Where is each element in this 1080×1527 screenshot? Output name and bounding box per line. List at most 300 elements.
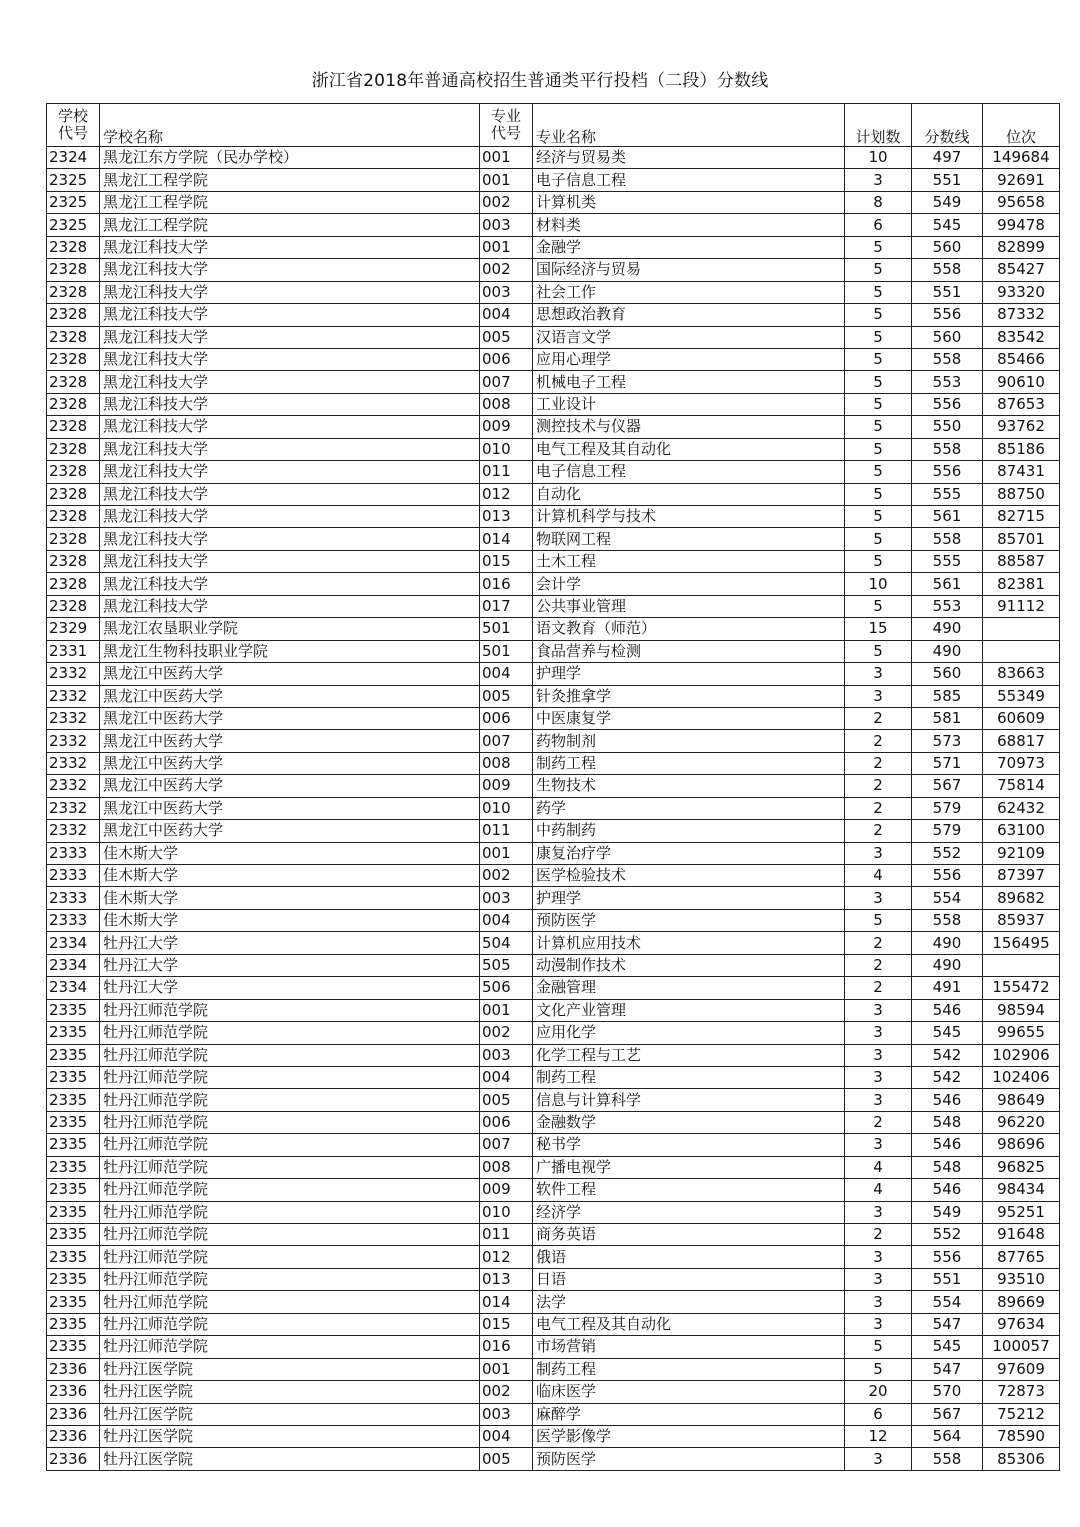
major-code-cell: 011 <box>480 820 533 842</box>
major-code-cell: 004 <box>480 909 533 931</box>
rank-cell <box>983 618 1060 640</box>
rank-cell: 155472 <box>983 977 1060 999</box>
table-row <box>47 1179 1060 1201</box>
major-code-cell: 501 <box>480 640 533 662</box>
table-row <box>47 1224 1060 1246</box>
score-cell: 553 <box>912 595 983 617</box>
plan-cell: 2 <box>845 752 912 774</box>
school-name-cell: 黑龙江科技大学 <box>100 461 480 483</box>
rank-cell: 88587 <box>983 550 1060 572</box>
plan-cell: 2 <box>845 730 912 752</box>
major-name-cell: 金融管理 <box>533 977 845 999</box>
rank-cell: 87332 <box>983 304 1060 326</box>
major-code-cell: 007 <box>480 371 533 393</box>
table-row <box>47 1089 1060 1111</box>
rank-cell: 85466 <box>983 348 1060 370</box>
major-name-cell: 机械电子工程 <box>533 371 845 393</box>
school-code-cell: 2328 <box>47 506 100 528</box>
rank-cell: 85427 <box>983 259 1060 281</box>
plan-cell: 5 <box>845 550 912 572</box>
major-code-cell: 002 <box>480 865 533 887</box>
major-code-cell: 010 <box>480 797 533 819</box>
plan-cell: 2 <box>845 707 912 729</box>
major-code-cell: 007 <box>480 1134 533 1156</box>
major-code-cell: 501 <box>480 618 533 640</box>
table-header-row <box>47 104 1060 147</box>
major-code-cell: 505 <box>480 954 533 976</box>
school-name-cell: 牡丹江师范学院 <box>100 1156 480 1178</box>
plan-cell: 10 <box>845 573 912 595</box>
school-code-cell: 2332 <box>47 707 100 729</box>
score-cell: 573 <box>912 730 983 752</box>
school-code-cell: 2328 <box>47 528 100 550</box>
school-code-cell: 2334 <box>47 932 100 954</box>
school-name-cell: 牡丹江师范学院 <box>100 1111 480 1133</box>
plan-cell: 3 <box>845 663 912 685</box>
major-name-cell: 电子信息工程 <box>533 169 845 191</box>
table-row <box>47 1022 1060 1044</box>
major-name-cell: 制药工程 <box>533 1066 845 1088</box>
school-name-cell: 黑龙江中医药大学 <box>100 730 480 752</box>
major-name-cell: 电气工程及其自动化 <box>533 1313 845 1335</box>
rank-cell: 99655 <box>983 1022 1060 1044</box>
score-cell: 549 <box>912 1201 983 1223</box>
table-row <box>47 461 1060 483</box>
score-cell: 561 <box>912 506 983 528</box>
major-name-cell: 预防医学 <box>533 1448 845 1470</box>
major-code-cell: 008 <box>480 393 533 415</box>
school-code-cell: 2335 <box>47 1111 100 1133</box>
table-row <box>47 1156 1060 1178</box>
school-name-cell: 黑龙江科技大学 <box>100 573 480 595</box>
plan-cell: 15 <box>845 618 912 640</box>
major-name-cell: 公共事业管理 <box>533 595 845 617</box>
rank-cell: 98649 <box>983 1089 1060 1111</box>
major-code-cell: 017 <box>480 595 533 617</box>
score-cell: 547 <box>912 1313 983 1335</box>
table-row <box>47 438 1060 460</box>
school-name-cell: 黑龙江科技大学 <box>100 550 480 572</box>
table-row <box>47 1268 1060 1290</box>
score-cell: 570 <box>912 1381 983 1403</box>
score-cell: 545 <box>912 1022 983 1044</box>
school-name-cell: 牡丹江医学院 <box>100 1425 480 1447</box>
school-name-cell: 牡丹江师范学院 <box>100 1179 480 1201</box>
score-cell: 490 <box>912 954 983 976</box>
score-cell: 581 <box>912 707 983 729</box>
major-code-cell: 015 <box>480 550 533 572</box>
school-name-cell: 牡丹江师范学院 <box>100 1022 480 1044</box>
score-cell: 560 <box>912 236 983 258</box>
table-row <box>47 1448 1060 1470</box>
rank-cell: 87653 <box>983 393 1060 415</box>
table-row <box>47 1381 1060 1403</box>
table-row <box>47 865 1060 887</box>
rank-cell: 85937 <box>983 909 1060 931</box>
school-code-cell: 2328 <box>47 595 100 617</box>
rank-cell: 95658 <box>983 191 1060 213</box>
rank-cell: 85306 <box>983 1448 1060 1470</box>
rank-cell: 91648 <box>983 1224 1060 1246</box>
score-cell: 551 <box>912 169 983 191</box>
major-code-cell: 002 <box>480 191 533 213</box>
school-code-cell: 2335 <box>47 1336 100 1358</box>
header-major-code: 专业 代号 <box>480 104 533 147</box>
major-code-cell: 006 <box>480 707 533 729</box>
table-row <box>47 977 1060 999</box>
school-code-cell: 2324 <box>47 147 100 169</box>
major-code-cell: 010 <box>480 1201 533 1223</box>
table-row <box>47 326 1060 348</box>
score-cell: 556 <box>912 1246 983 1268</box>
rank-cell: 88750 <box>983 483 1060 505</box>
table-row <box>47 820 1060 842</box>
major-name-cell: 秘书学 <box>533 1134 845 1156</box>
major-name-cell: 制药工程 <box>533 1358 845 1380</box>
major-code-cell: 015 <box>480 1313 533 1335</box>
rank-cell: 82381 <box>983 573 1060 595</box>
score-cell: 579 <box>912 820 983 842</box>
rank-cell: 75814 <box>983 775 1060 797</box>
major-code-cell: 003 <box>480 281 533 303</box>
major-code-cell: 004 <box>480 663 533 685</box>
school-code-cell: 2335 <box>47 1179 100 1201</box>
table-row <box>47 1246 1060 1268</box>
major-name-cell: 俄语 <box>533 1246 845 1268</box>
table-row <box>47 528 1060 550</box>
score-cell: 552 <box>912 842 983 864</box>
rank-cell: 93762 <box>983 416 1060 438</box>
school-name-cell: 牡丹江师范学院 <box>100 1268 480 1290</box>
major-code-cell: 001 <box>480 999 533 1021</box>
rank-cell: 93510 <box>983 1268 1060 1290</box>
table-row <box>47 887 1060 909</box>
score-cell: 558 <box>912 259 983 281</box>
plan-cell: 2 <box>845 932 912 954</box>
school-code-cell: 2328 <box>47 259 100 281</box>
major-name-cell: 语文教育（师范） <box>533 618 845 640</box>
school-code-cell: 2336 <box>47 1403 100 1425</box>
score-cell: 545 <box>912 1336 983 1358</box>
school-name-cell: 佳木斯大学 <box>100 865 480 887</box>
plan-cell: 5 <box>845 304 912 326</box>
score-cell: 550 <box>912 416 983 438</box>
score-cell: 490 <box>912 640 983 662</box>
table-row <box>47 281 1060 303</box>
table-row <box>47 663 1060 685</box>
school-name-cell: 牡丹江师范学院 <box>100 1246 480 1268</box>
plan-cell: 5 <box>845 640 912 662</box>
plan-cell: 4 <box>845 865 912 887</box>
table-row <box>47 1313 1060 1335</box>
major-code-cell: 012 <box>480 1246 533 1268</box>
major-name-cell: 药物制剂 <box>533 730 845 752</box>
major-code-cell: 001 <box>480 169 533 191</box>
plan-cell: 3 <box>845 1268 912 1290</box>
major-code-cell: 003 <box>480 214 533 236</box>
plan-cell: 5 <box>845 281 912 303</box>
major-code-cell: 001 <box>480 1358 533 1380</box>
major-name-cell: 护理学 <box>533 663 845 685</box>
rank-cell: 85186 <box>983 438 1060 460</box>
table-row <box>47 1111 1060 1133</box>
major-name-cell: 中药制药 <box>533 820 845 842</box>
table-row <box>47 169 1060 191</box>
school-code-cell: 2333 <box>47 909 100 931</box>
rank-cell: 100057 <box>983 1336 1060 1358</box>
score-cell: 561 <box>912 573 983 595</box>
header-plan: 计划数 <box>845 104 912 147</box>
major-name-cell: 日语 <box>533 1268 845 1290</box>
major-name-cell: 软件工程 <box>533 1179 845 1201</box>
major-name-cell: 市场营销 <box>533 1336 845 1358</box>
school-name-cell: 牡丹江医学院 <box>100 1381 480 1403</box>
school-code-cell: 2332 <box>47 730 100 752</box>
table-row <box>47 707 1060 729</box>
school-code-cell: 2335 <box>47 1089 100 1111</box>
plan-cell: 3 <box>845 842 912 864</box>
school-code-cell: 2332 <box>47 820 100 842</box>
school-code-cell: 2332 <box>47 663 100 685</box>
rank-cell: 87765 <box>983 1246 1060 1268</box>
school-code-cell: 2325 <box>47 214 100 236</box>
table-row <box>47 775 1060 797</box>
major-name-cell: 化学工程与工艺 <box>533 1044 845 1066</box>
school-code-cell: 2328 <box>47 438 100 460</box>
score-cell: 547 <box>912 1358 983 1380</box>
school-code-cell: 2328 <box>47 573 100 595</box>
table-row <box>47 797 1060 819</box>
school-code-cell: 2332 <box>47 775 100 797</box>
school-code-cell: 2336 <box>47 1358 100 1380</box>
rank-cell: 72873 <box>983 1381 1060 1403</box>
plan-cell: 3 <box>845 999 912 1021</box>
major-name-cell: 文化产业管理 <box>533 999 845 1021</box>
school-code-cell: 2328 <box>47 281 100 303</box>
school-code-cell: 2328 <box>47 416 100 438</box>
school-code-cell: 2336 <box>47 1381 100 1403</box>
rank-cell: 83542 <box>983 326 1060 348</box>
school-name-cell: 牡丹江大学 <box>100 954 480 976</box>
header-school-code: 学校 代号 <box>47 104 100 147</box>
table-row <box>47 1336 1060 1358</box>
major-code-cell: 011 <box>480 461 533 483</box>
score-cell: 542 <box>912 1044 983 1066</box>
school-name-cell: 牡丹江医学院 <box>100 1358 480 1380</box>
plan-cell: 10 <box>845 147 912 169</box>
major-name-cell: 制药工程 <box>533 752 845 774</box>
header-score: 分数线 <box>912 104 983 147</box>
major-code-cell: 016 <box>480 1336 533 1358</box>
major-name-cell: 自动化 <box>533 483 845 505</box>
school-name-cell: 黑龙江科技大学 <box>100 483 480 505</box>
school-code-cell: 2335 <box>47 1291 100 1313</box>
school-code-cell: 2333 <box>47 842 100 864</box>
school-name-cell: 黑龙江农垦职业学院 <box>100 618 480 640</box>
school-code-cell: 2335 <box>47 1022 100 1044</box>
major-name-cell: 针灸推拿学 <box>533 685 845 707</box>
major-code-cell: 007 <box>480 730 533 752</box>
rank-cell: 68817 <box>983 730 1060 752</box>
score-cell: 546 <box>912 1179 983 1201</box>
major-name-cell: 信息与计算科学 <box>533 1089 845 1111</box>
plan-cell: 5 <box>845 259 912 281</box>
plan-cell: 6 <box>845 214 912 236</box>
table-row <box>47 348 1060 370</box>
header-school-name: 学校名称 <box>100 104 480 147</box>
score-cell: 546 <box>912 1089 983 1111</box>
school-name-cell: 牡丹江师范学院 <box>100 1134 480 1156</box>
table-row <box>47 752 1060 774</box>
plan-cell: 6 <box>845 1403 912 1425</box>
rank-cell: 63100 <box>983 820 1060 842</box>
school-code-cell: 2328 <box>47 326 100 348</box>
major-code-cell: 013 <box>480 1268 533 1290</box>
school-code-cell: 2335 <box>47 999 100 1021</box>
major-code-cell: 009 <box>480 416 533 438</box>
major-name-cell: 经济与贸易类 <box>533 147 845 169</box>
table-row <box>47 1044 1060 1066</box>
table-row <box>47 1425 1060 1447</box>
score-cell: 546 <box>912 1134 983 1156</box>
school-name-cell: 黑龙江科技大学 <box>100 393 480 415</box>
major-name-cell: 康复治疗学 <box>533 842 845 864</box>
table-row <box>47 842 1060 864</box>
plan-cell: 3 <box>845 1089 912 1111</box>
major-code-cell: 014 <box>480 1291 533 1313</box>
score-cell: 546 <box>912 999 983 1021</box>
score-cell: 545 <box>912 214 983 236</box>
score-cell: 571 <box>912 752 983 774</box>
major-code-cell: 001 <box>480 842 533 864</box>
major-code-cell: 002 <box>480 1022 533 1044</box>
table-row <box>47 147 1060 169</box>
school-name-cell: 牡丹江大学 <box>100 932 480 954</box>
plan-cell: 3 <box>845 1313 912 1335</box>
major-code-cell: 003 <box>480 1044 533 1066</box>
school-name-cell: 牡丹江医学院 <box>100 1448 480 1470</box>
major-code-cell: 004 <box>480 1066 533 1088</box>
major-name-cell: 医学检验技术 <box>533 865 845 887</box>
plan-cell: 5 <box>845 506 912 528</box>
rank-cell: 98434 <box>983 1179 1060 1201</box>
major-code-cell: 002 <box>480 1381 533 1403</box>
school-name-cell: 黑龙江科技大学 <box>100 236 480 258</box>
major-name-cell: 预防医学 <box>533 909 845 931</box>
table-row <box>47 1066 1060 1088</box>
school-code-cell: 2328 <box>47 371 100 393</box>
score-cell: 558 <box>912 438 983 460</box>
major-name-cell: 材料类 <box>533 214 845 236</box>
header-major-name: 专业名称 <box>533 104 845 147</box>
score-cell: 555 <box>912 550 983 572</box>
major-name-cell: 商务英语 <box>533 1224 845 1246</box>
school-code-cell: 2329 <box>47 618 100 640</box>
major-name-cell: 食品营养与检测 <box>533 640 845 662</box>
score-cell: 567 <box>912 775 983 797</box>
plan-cell: 4 <box>845 1156 912 1178</box>
school-name-cell: 牡丹江师范学院 <box>100 1313 480 1335</box>
school-name-cell: 佳木斯大学 <box>100 909 480 931</box>
table-body <box>47 147 1060 1471</box>
major-name-cell: 应用心理学 <box>533 348 845 370</box>
school-name-cell: 佳木斯大学 <box>100 887 480 909</box>
plan-cell: 5 <box>845 461 912 483</box>
score-cell: 490 <box>912 618 983 640</box>
major-name-cell: 动漫制作技术 <box>533 954 845 976</box>
major-code-cell: 001 <box>480 236 533 258</box>
plan-cell: 3 <box>845 1044 912 1066</box>
rank-cell: 78590 <box>983 1425 1060 1447</box>
table-row <box>47 1358 1060 1380</box>
rank-cell: 87431 <box>983 461 1060 483</box>
school-code-cell: 2336 <box>47 1425 100 1447</box>
score-cell: 548 <box>912 1156 983 1178</box>
major-name-cell: 药学 <box>533 797 845 819</box>
school-name-cell: 牡丹江大学 <box>100 977 480 999</box>
major-code-cell: 005 <box>480 326 533 348</box>
plan-cell: 3 <box>845 685 912 707</box>
table-row <box>47 909 1060 931</box>
score-cell: 556 <box>912 304 983 326</box>
major-name-cell: 会计学 <box>533 573 845 595</box>
school-name-cell: 黑龙江科技大学 <box>100 506 480 528</box>
table-row <box>47 1201 1060 1223</box>
major-code-cell: 012 <box>480 483 533 505</box>
rank-cell: 97634 <box>983 1313 1060 1335</box>
rank-cell: 89669 <box>983 1291 1060 1313</box>
school-name-cell: 黑龙江科技大学 <box>100 326 480 348</box>
page-title: 浙江省2018年普通高校招生普通类平行投档（二段）分数线 <box>311 71 769 91</box>
score-cell: 564 <box>912 1425 983 1447</box>
plan-cell: 5 <box>845 1336 912 1358</box>
major-code-cell: 009 <box>480 1179 533 1201</box>
school-name-cell: 牡丹江师范学院 <box>100 1089 480 1111</box>
table-row <box>47 1403 1060 1425</box>
score-cell: 553 <box>912 371 983 393</box>
school-code-cell: 2333 <box>47 887 100 909</box>
plan-cell: 3 <box>845 1291 912 1313</box>
major-name-cell: 计算机类 <box>533 191 845 213</box>
plan-cell: 5 <box>845 909 912 931</box>
plan-cell: 5 <box>845 236 912 258</box>
rank-cell: 98594 <box>983 999 1060 1021</box>
school-name-cell: 牡丹江师范学院 <box>100 1044 480 1066</box>
major-name-cell: 计算机科学与技术 <box>533 506 845 528</box>
rank-cell: 82899 <box>983 236 1060 258</box>
table-row <box>47 685 1060 707</box>
header-rank: 位次 <box>983 104 1060 147</box>
rank-cell: 87397 <box>983 865 1060 887</box>
table-row <box>47 393 1060 415</box>
rank-cell <box>983 640 1060 662</box>
school-code-cell: 2335 <box>47 1268 100 1290</box>
major-code-cell: 002 <box>480 259 533 281</box>
school-code-cell: 2335 <box>47 1156 100 1178</box>
score-cell: 558 <box>912 1448 983 1470</box>
major-code-cell: 013 <box>480 506 533 528</box>
table-row <box>47 618 1060 640</box>
score-cell: 497 <box>912 147 983 169</box>
school-code-cell: 2335 <box>47 1044 100 1066</box>
table-row <box>47 236 1060 258</box>
score-cell: 549 <box>912 191 983 213</box>
major-name-cell: 国际经济与贸易 <box>533 259 845 281</box>
major-name-cell: 工业设计 <box>533 393 845 415</box>
school-code-cell: 2328 <box>47 348 100 370</box>
plan-cell: 2 <box>845 820 912 842</box>
major-code-cell: 010 <box>480 438 533 460</box>
